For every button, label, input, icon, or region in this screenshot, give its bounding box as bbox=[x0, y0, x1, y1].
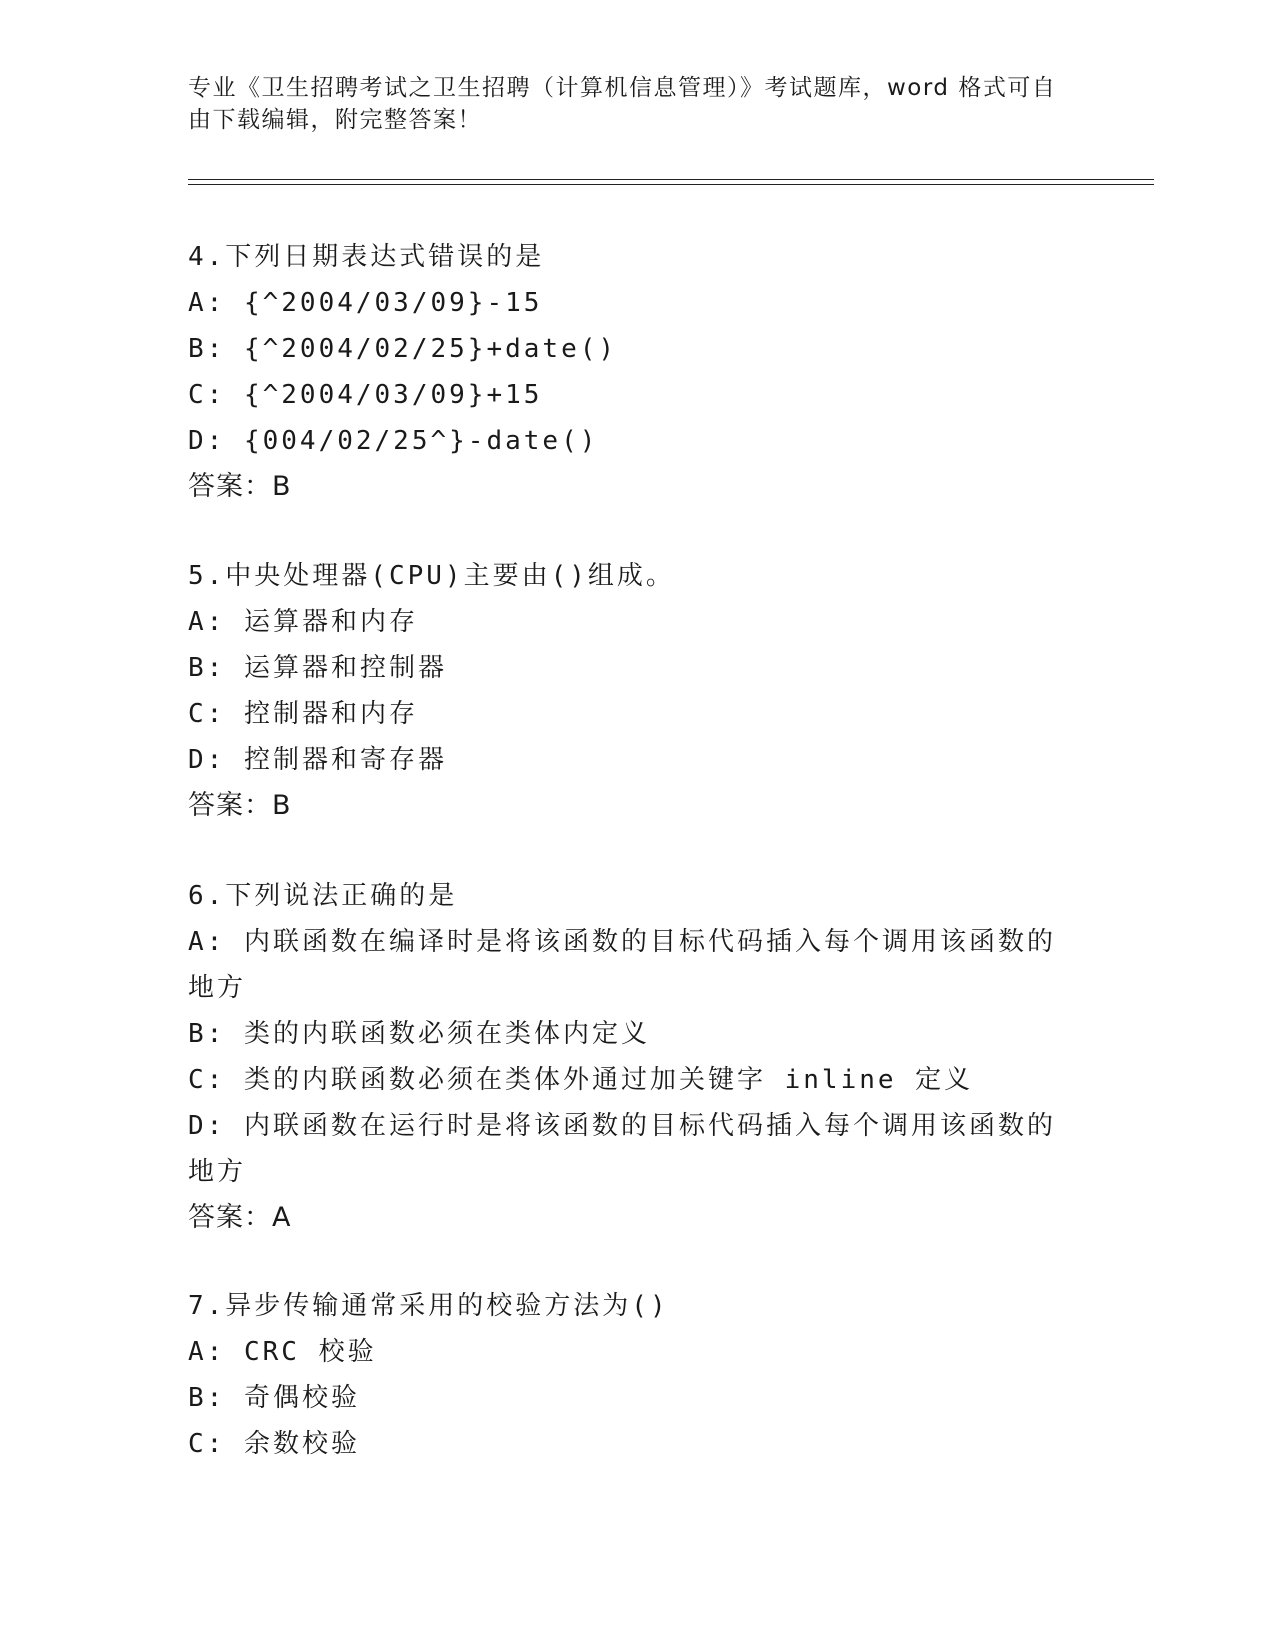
question-stem: 5.中央处理器(CPU)主要由()组成。 bbox=[188, 561, 675, 591]
option-d: D: {004/02/25^}-date() bbox=[188, 426, 599, 456]
option-d: D: 内联函数在运行时是将该函数的目标代码插入每个调用该函数的地方 bbox=[188, 1111, 1056, 1187]
answer: 答案：A bbox=[188, 1202, 292, 1233]
question-4 bbox=[188, 234, 1078, 510]
option-c: C: {^2004/03/09}+15 bbox=[188, 380, 543, 410]
question-stem: 4.下列日期表达式错误的是 bbox=[188, 242, 545, 272]
question-stem: 6.下列说法正确的是 bbox=[188, 881, 458, 911]
option-b: B: 运算器和控制器 bbox=[188, 653, 447, 683]
option-a: A: CRC 校验 bbox=[188, 1337, 377, 1367]
option-b: B: 类的内联函数必须在类体内定义 bbox=[188, 1019, 650, 1049]
document-intro: 专业《卫生招聘考试之卫生招聘（计算机信息管理）》考试题库，word 格式可自由下载编辑，附完整答案！ bbox=[188, 75, 1057, 133]
answer: 答案：B bbox=[188, 790, 292, 821]
option-c: C: 余数校验 bbox=[188, 1429, 360, 1459]
option-b: B: 奇偶校验 bbox=[188, 1383, 360, 1413]
question-stem: 7.异步传输通常采用的校验方法为() bbox=[188, 1291, 669, 1321]
question-7 bbox=[188, 1283, 1078, 1467]
option-a: A: {^2004/03/09}-15 bbox=[188, 288, 543, 318]
question-5 bbox=[188, 553, 1078, 829]
question-6 bbox=[188, 873, 1078, 1241]
answer: 答案：B bbox=[188, 471, 292, 502]
option-a: A: 运算器和内存 bbox=[188, 607, 418, 637]
option-c: C: 控制器和内存 bbox=[188, 699, 418, 729]
header-rule-top bbox=[188, 179, 1154, 180]
header-rule-bottom bbox=[188, 184, 1154, 185]
option-a: A: 内联函数在编译时是将该函数的目标代码插入每个调用该函数的地方 bbox=[188, 927, 1056, 1003]
option-c: C: 类的内联函数必须在类体外通过加关键字 inline 定义 bbox=[188, 1065, 974, 1095]
option-d: D: 控制器和寄存器 bbox=[188, 745, 447, 775]
option-b: B: {^2004/02/25}+date() bbox=[188, 334, 618, 364]
